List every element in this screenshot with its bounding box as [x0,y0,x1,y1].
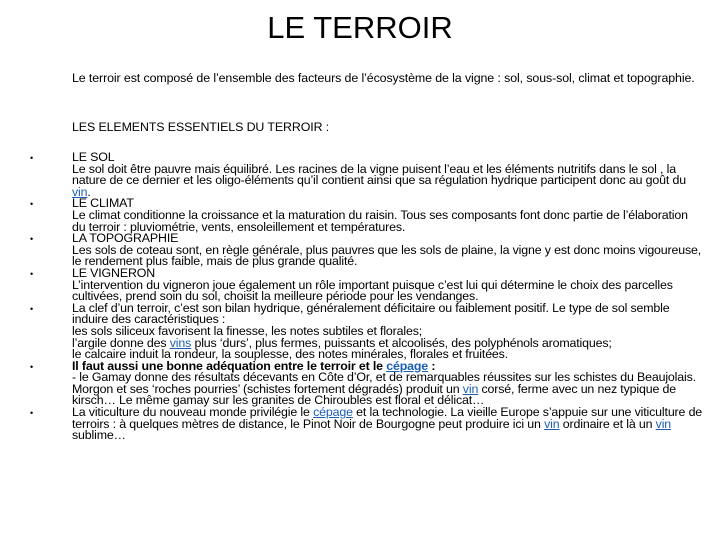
list-item-sol [0,152,704,198]
bullet-icon: • [30,408,34,419]
list-item-nouveau-monde [0,407,704,442]
vin-link[interactable]: vin [462,381,479,396]
item-text: les sols siliceux favorisent la finesse, les notes subtiles et florales; [72,323,423,338]
item-text: La viticulture du nouveau monde privilégie le cépage et la technologie. La vieille Europe s’appuie sur une viticulture de terroirs : à quelques mètres de distance, le Pinot Noir de Bourgogne peut produire ici un vin ordinaire et là un vin sublime… [72,405,703,443]
bullet-icon: • [30,361,34,372]
item-text: Le sol doit être pauvre mais équilibré. Les racines de la vigne puisent l’eau et les éléments nutritifs dans le sol , la nature de ce dernier et les oligo-éléments qu’il contient ainsi que sa régulation hydrique participent donc au goût du vin. [72,161,686,199]
item-title: LE VIGNERON [72,265,156,280]
list-item-cepage [0,358,704,408]
vin-link[interactable]: vin [655,416,672,431]
bullet-icon: • [30,153,34,163]
list-item-bilan-hydrique [0,300,704,362]
bullet-icon: • [30,234,34,245]
vins-link[interactable]: vins [169,335,192,350]
bullet-icon: • [30,303,34,314]
item-text: l’argile donne des vins plus ‘durs’, plus fermes, puissants et alcoolisés, des polyphénols aromatiques; [72,335,612,350]
item-text: Le climat conditionne la croissance et la maturation du raisin. Tous ses composants font donc partie de l’élaboration du terroir : pluviométrie, vents, ensoleillement et températures. [72,207,688,234]
bullet-icon: • [30,199,34,210]
item-title: LE SOL [72,150,115,164]
terroir-elements-list [0,152,720,442]
list-item-climat [0,198,704,233]
bullet-icon: • [30,268,34,279]
item-title: LE CLIMAT [72,196,134,211]
cepage-link[interactable]: cépage [386,358,429,373]
item-text: - le Gamay donne des résultats décevants en Côte d’Or, et de remarquables réussites sur les schistes du Beaujolais. Morgon et ses ‘roches pourries’ (schistes fortement dégradés) produit un vin corsé, ferme avec un nez typique de kirsch… Le même gamay sur les granites de Chiroubles est floral et délicat… [72,370,696,408]
cepage-link[interactable]: cépage [313,405,353,420]
list-item-topographie [0,233,704,268]
item-text: La clef d’un terroir, c’est son bilan hydrique, généralement déficitaire ou faiblement positif. Le type de sol semble induire des caractéristiques : [72,300,670,327]
item-text: L’intervention du vigneron joue également un rôle important puisque c’est lui qui détermine le choix des parcelles cultivées, prend soin du sol, choisit la meilleure période pour les vendanges. [72,277,673,304]
vin-link[interactable]: vin [72,184,88,199]
intro-paragraph: Le terroir est composé de l’ensemble des facteurs de l’écosystème de la vigne : sol, sous-sol, climat et topographie. [72,71,695,85]
page-title: LE TERROIR [267,10,453,45]
section-heading: LES ELEMENTS ESSENTIELS DU TERROIR : [72,120,330,134]
vin-link[interactable]: vin [544,416,560,431]
item-title: Il faut aussi une bonne adéquation entre le terroir et le cépage : [72,358,436,373]
list-item-vigneron [0,265,704,304]
item-title: LA TOPOGRAPHIE [72,231,179,246]
item-text: le calcaire induit la rondeur, la souplesse, des notes minérales, florales et fruitées. [72,347,509,362]
item-text: Les sols de coteau sont, en règle générale, plus pauvres que les sols de plaine, la vigne y est donc moins vigoureuse, le rendement plus faible, mais de plus grande qualité. [72,242,702,269]
